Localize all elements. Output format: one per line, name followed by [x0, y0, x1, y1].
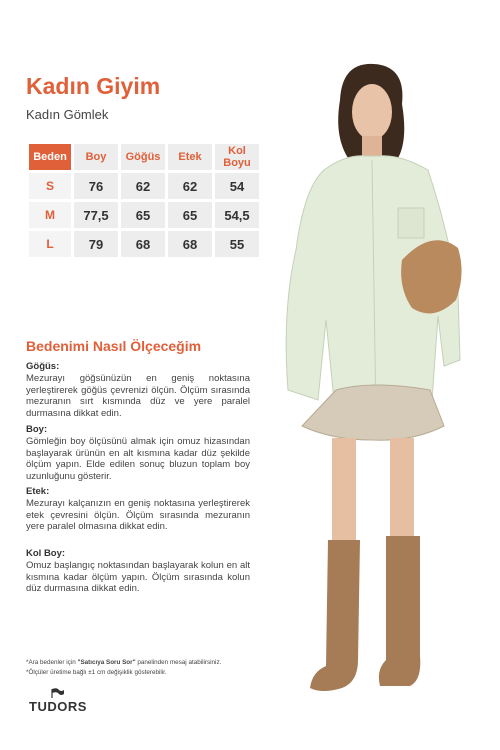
table-cell: 54,5: [215, 202, 259, 228]
table-cell: 68: [121, 231, 165, 257]
table-cell: 77,5: [74, 202, 118, 228]
model-skirt: [302, 385, 444, 440]
table-row: [29, 202, 259, 228]
footnote-ara-beden: [26, 658, 221, 668]
model-boot: [310, 540, 360, 691]
size-table-header: [29, 144, 259, 170]
howto-title: Bedenimi Nasıl Ölçeceğim: [26, 338, 202, 354]
page-subtitle: Kadın Gömlek: [26, 107, 109, 122]
footnote-bold: "Satıcıya Soru Sor": [77, 659, 136, 666]
header-beden: Beden: [29, 144, 71, 170]
table-cell: 65: [168, 202, 212, 228]
header-gogus: Göğüs: [121, 144, 165, 170]
size-table: [26, 141, 262, 260]
table-cell: 79: [74, 231, 118, 257]
howto-section-etek: [26, 486, 250, 533]
section-text: Gömleğin boy ölçüsünü almak için omuz hizasından başlayarak ürünün en alt kısmına kadar düz şekilde ölçüm yapın. Elde edilen sonuç bluzun toplam boy uzunluğunu gösterir.: [26, 436, 250, 482]
table-cell: 65: [121, 202, 165, 228]
table-row: [29, 231, 259, 257]
section-heading: Etek:: [26, 486, 50, 497]
section-text: Mezurayı göğsünüzün en geniş noktasına yerleştirerek göğüs çevrenizi ölçün. Ölçüm sırasında mezuranın sırt kısmında düz ve yere paralel durmasına dikkat edin.: [26, 373, 250, 419]
table-cell: 76: [74, 173, 118, 199]
header-etek: Etek: [168, 144, 212, 170]
model-leg: [332, 438, 356, 548]
size-label: M: [29, 202, 71, 228]
section-heading: Göğüs:: [26, 361, 60, 372]
howto-section-kol-boy: [26, 548, 250, 595]
table-row: [29, 173, 259, 199]
table-cell: 68: [168, 231, 212, 257]
model-leg: [390, 438, 414, 548]
size-label: L: [29, 231, 71, 257]
model-boot: [379, 536, 420, 686]
brand-name: TUDORS: [29, 699, 87, 714]
table-cell: 55: [215, 231, 259, 257]
footnotes: [26, 658, 221, 678]
header-boy: Boy: [74, 144, 118, 170]
footnote-tolerance: *Ölçüler üretime bağlı ±1 cm değişiklik gösterebilir.: [26, 669, 167, 676]
table-cell: 62: [168, 173, 212, 199]
section-text: Omuz başlangıç noktasından başlayarak kolun en alt kısmına kadar ölçüm yapın. Ölçüm sırasında kolun düz durmasına dikkat edin.: [26, 560, 250, 594]
model-face: [352, 84, 392, 140]
footnote-text: panelinden mesaj atabilirsiniz.: [135, 659, 222, 666]
section-heading: Kol Boy:: [26, 548, 66, 559]
footnote-text: *Ara bedenler için: [26, 659, 78, 666]
brand-logo: [26, 688, 90, 714]
page-title: Kadın Giyim: [26, 73, 161, 99]
flag-icon: [50, 688, 66, 699]
section-text: Mezurayı kalçanızın en geniş noktasına yerleştirerek etek çevresini ölçün. Ölçüm sırasında mezuranın yere paralel olmasına dikkat edin.: [26, 498, 250, 532]
model-photo: [262, 60, 482, 710]
howto-section-boy: [26, 424, 250, 482]
table-cell: 62: [121, 173, 165, 199]
size-label: S: [29, 173, 71, 199]
howto-section-gogus: [26, 361, 250, 419]
table-cell: 54: [215, 173, 259, 199]
section-heading: Boy:: [26, 424, 48, 435]
header-kol-boyu: Kol Boyu: [215, 144, 259, 170]
